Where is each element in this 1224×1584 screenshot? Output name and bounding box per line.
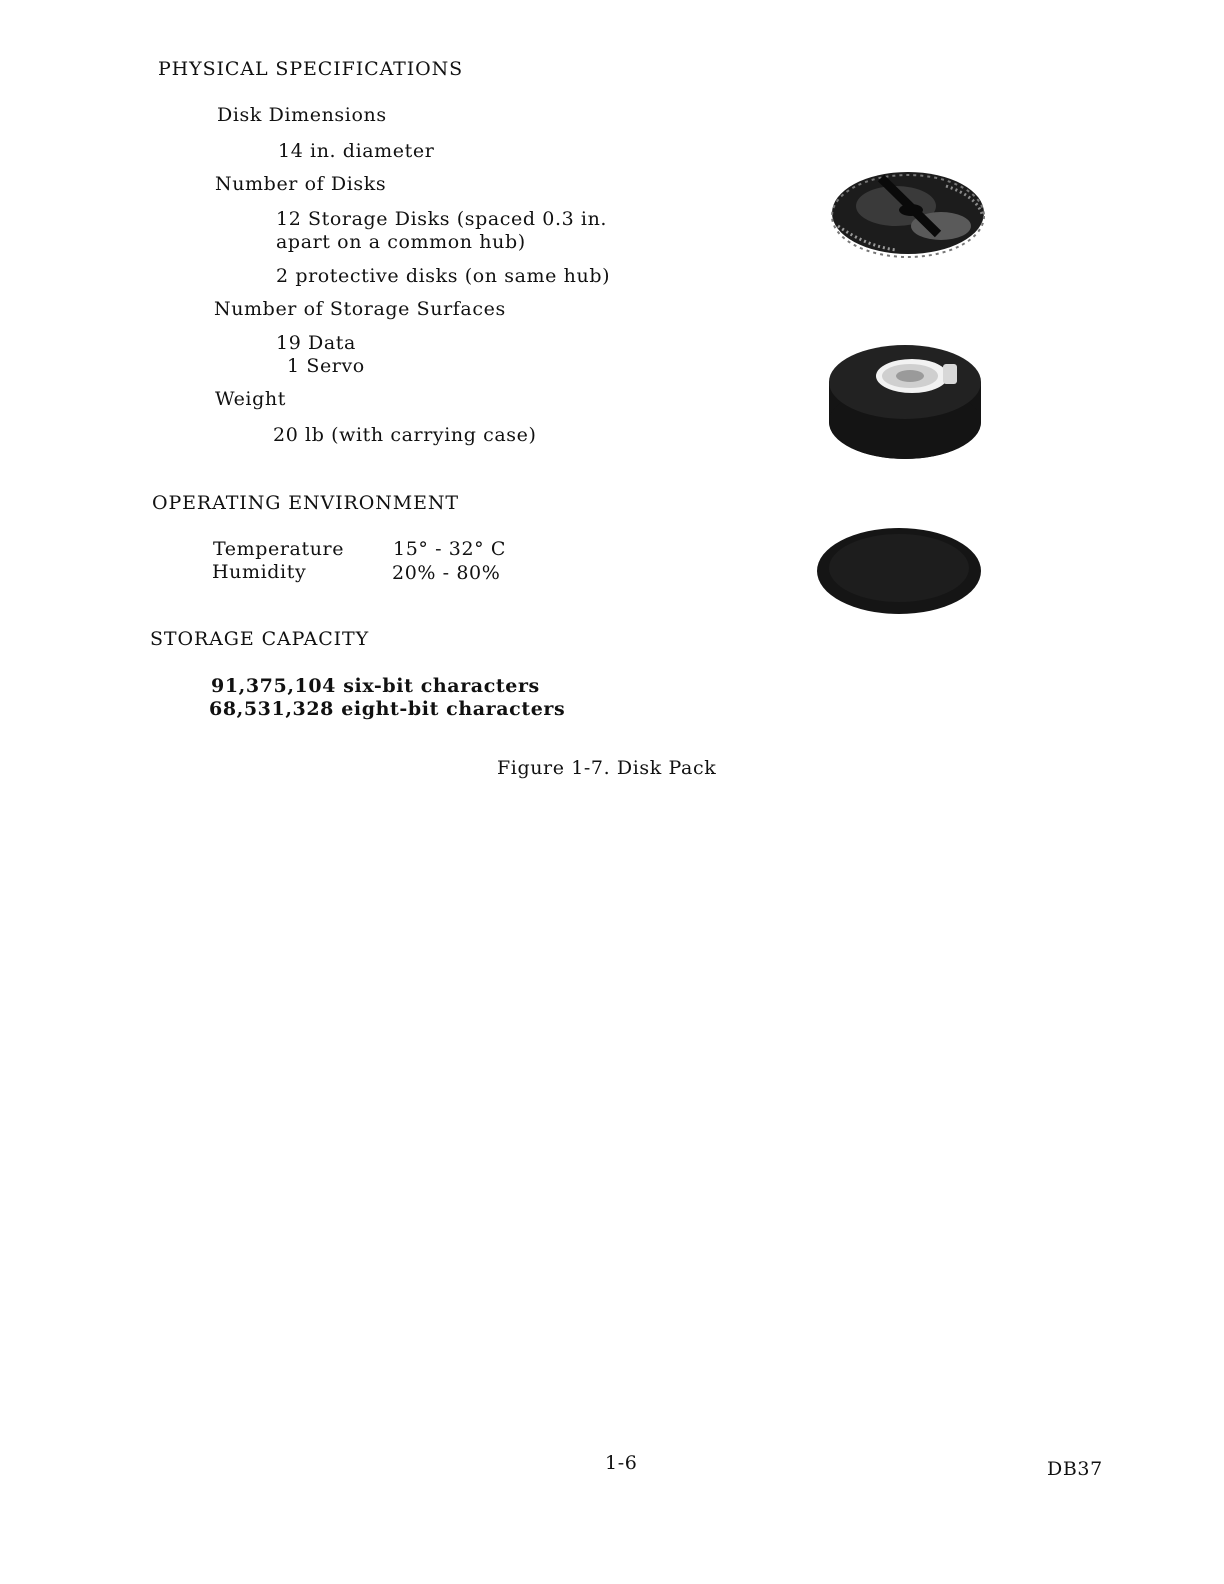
protective-disks: 2 protective disks (on same hub) <box>276 265 611 287</box>
surfaces-servo: 1 Servo <box>287 355 365 377</box>
temperature-value: 15° - 32° C <box>393 538 507 560</box>
disk-dimensions-value: 14 in. diameter <box>278 140 435 162</box>
surfaces-data: 19 Data <box>276 332 356 354</box>
page-number: 1-6 <box>605 1452 638 1474</box>
weight-value: 20 lb (with carrying case) <box>273 424 537 446</box>
capacity-six-bit: 91,375,104 six-bit characters <box>211 675 540 697</box>
document-id: DB37 <box>1047 1458 1103 1480</box>
temperature-label: Temperature <box>213 538 345 560</box>
storage-disks-line1: 12 Storage Disks (spaced 0.3 in. <box>276 208 608 230</box>
storage-surfaces-label: Number of Storage Surfaces <box>214 298 506 320</box>
figure-caption: Figure 1-7. Disk Pack <box>497 757 717 779</box>
capacity-eight-bit: 68,531,328 eight-bit characters <box>209 698 566 720</box>
humidity-value: 20% - 80% <box>392 562 501 584</box>
number-of-disks-label: Number of Disks <box>215 173 387 195</box>
storage-capacity-heading: STORAGE CAPACITY <box>150 628 370 650</box>
storage-disks-line2: apart on a common hub) <box>276 231 526 253</box>
operating-environment-heading: OPERATING ENVIRONMENT <box>152 492 459 514</box>
disk-pack-covered-photo <box>822 336 988 464</box>
disk-pack-bottom-photo <box>814 524 984 616</box>
disk-pack-open-photo <box>826 166 990 270</box>
weight-label: Weight <box>215 388 286 410</box>
disk-dimensions-label: Disk Dimensions <box>217 104 387 126</box>
physical-spec-heading: PHYSICAL SPECIFICATIONS <box>158 58 464 80</box>
humidity-label: Humidity <box>212 561 307 583</box>
